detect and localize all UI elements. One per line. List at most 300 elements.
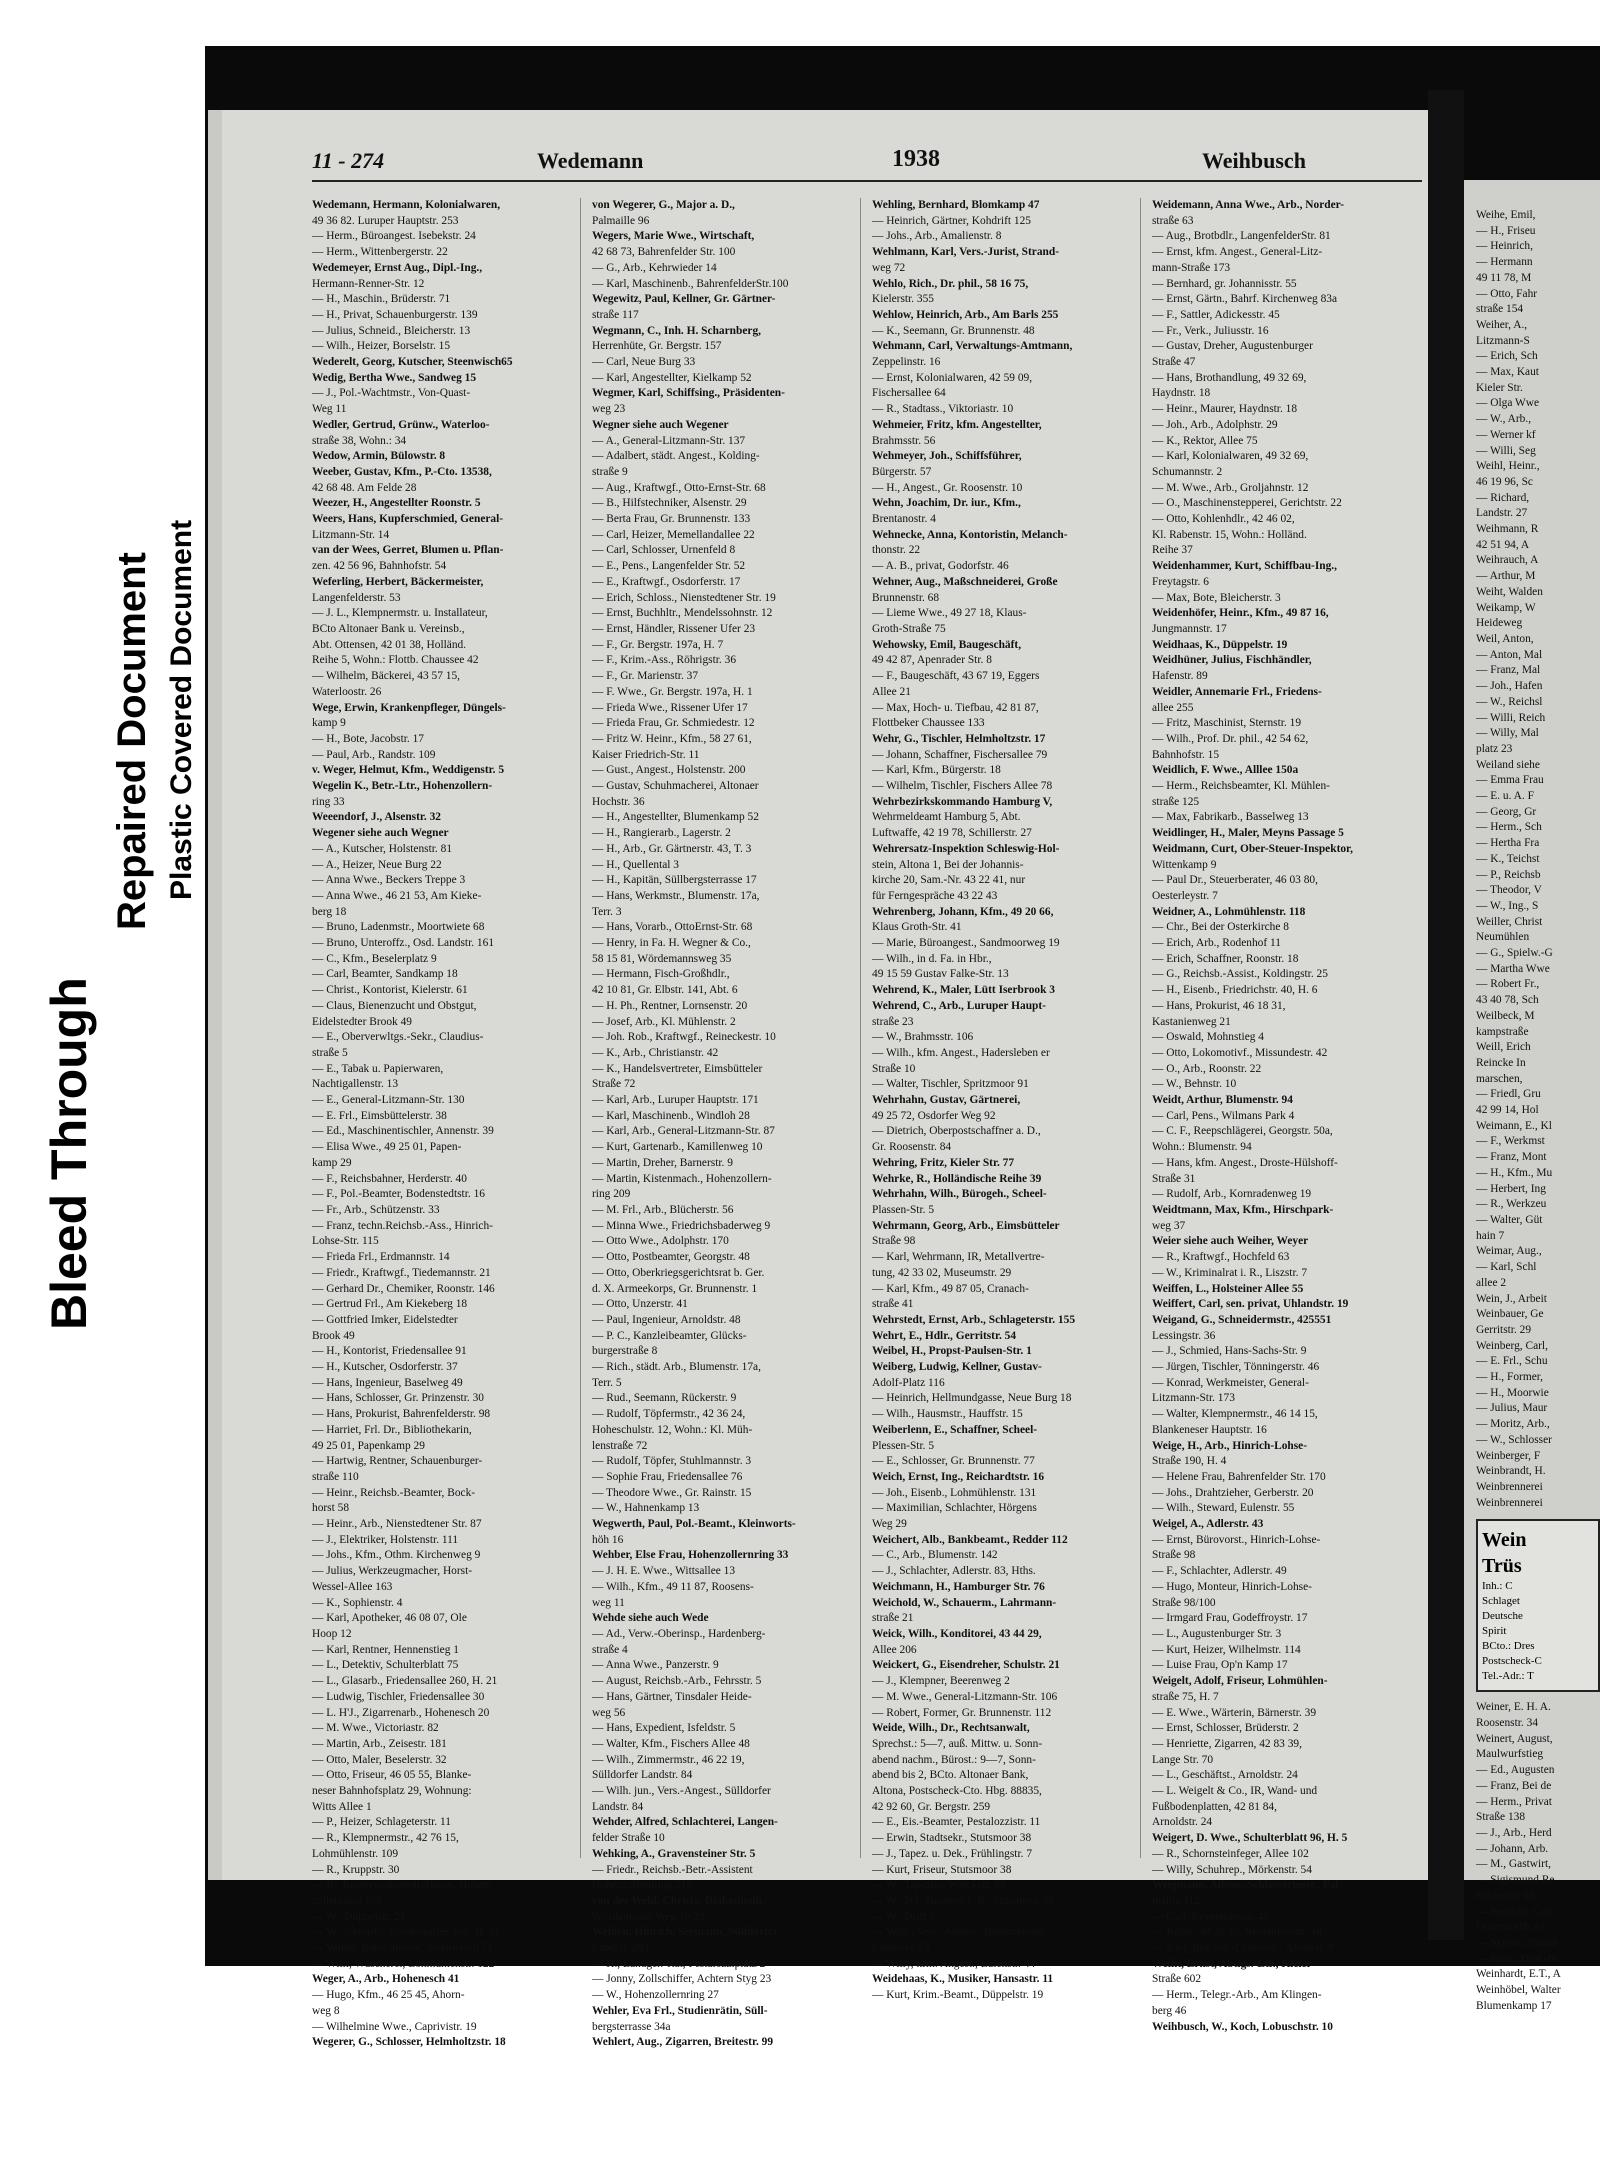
directory-entry-line: Wedig, Bertha Wwe., Sandweg 15 [312,371,477,384]
directory-entry-line: — Ernst, kfm. Angest., General-Litz- [1152,246,1323,259]
directory-entry-line: — L., Glasarb., Friedensallee 260, H. 21 [312,1675,498,1688]
directory-entry-line: — H., Kutscher, Osdorferstr. 37 [312,1361,458,1374]
directory-entry-line: Weickert, G., Eisendreher, Schulstr. 21 [872,1659,1060,1672]
directory-entry-line: kamp 9 [312,717,346,730]
adjacent-entry-line: Weinbauer, Ge [1476,1308,1544,1321]
directory-entry-line: — W., Hahnenkamp 13 [592,1502,700,1515]
directory-entry-line: — Otto, Lokomotivf., Missundestr. 42 [1152,1046,1328,1059]
directory-entry-line: — H., Angest., Gr. Roosenstr. 10 [872,481,1023,494]
adjacent-entry-line: 46 19 96, Sc [1476,475,1533,488]
adjacent-entry-line: Heideweg [1476,617,1523,630]
directory-entry-line: — Carl, Neue Burg 33 [592,356,696,369]
directory-entry-line: Wege, Erwin, Krankenpfleger, Düngels- [312,701,506,714]
directory-entry-line: Wehder, Alfred, Schlachterei, Langen- [592,1816,778,1829]
directory-entry-line: — W., Tapezier, Wieckstr. 39 [872,1879,1006,1892]
directory-entry-line: — Martin, Kistenmach., Hohenzollern- [592,1172,772,1185]
directory-entry-line: — H., Privat, Schauenburgerstr. 139 [312,308,478,321]
directory-entry-line: — Gust., Angest., Holstenstr. 200 [592,764,746,777]
directory-entry-line: — Rudolf, Töpfer, Stuhlmannstr. 3 [592,1455,752,1468]
adjacent-entry-line: Straße 138 [1476,1811,1526,1824]
directory-entry-line: — W., Hohenzollernring 27 [592,1989,719,2002]
adjacent-entry-line: — Herm., Sch [1476,821,1542,834]
directory-entry-line: stein, Altona 1, Bei der Johannis- [872,858,1024,871]
directory-entry-line: Wehrt, E., Hdlr., Gerritstr. 54 [872,1329,1017,1342]
column-2 [592,198,861,2049]
directory-entry-line: — F., Pol.-Beamter, Bodenstedtstr. 16 [312,1188,485,1201]
directory-entry-line: neser Bahnhofsplatz 29, Wohnung: [312,1785,472,1798]
directory-entry-line: — Karl, Apotheker, 46 08 07, Ole [312,1612,467,1625]
directory-entry-line: Wehrstedt, Ernst, Arb., Schlageterstr. 155 [872,1313,1076,1326]
directory-entry-line: Wehlen, Hinrich, Seemann, Sülldorfer [592,1926,779,1939]
directory-entry-line: — Anna Wwe., Beckers Treppe 3 [312,874,466,887]
directory-entry-line: Wehber, Else Frau, Hohenzollernring 33 [592,1549,789,1562]
directory-entry-line: Litzmann-Str. 173 [1152,1392,1235,1405]
directory-entry-line: Oesterleystr. 7 [1152,889,1218,902]
adjacent-entry-line: — Erich, Sch [1476,350,1538,363]
directory-entry-line: — Käthe, 49 26 35, Reventlowstr. 48 [1152,1926,1322,1939]
directory-entry-line: — Rud., Seemann, Rückerstr. 9 [592,1392,737,1405]
directory-entry-line: — Paul, Arb., Randstr. 109 [312,748,436,761]
directory-entry-line: — E., Kraftwgf., Osdorferstr. 17 [592,575,741,588]
directory-entry-line: Wehr, G., Tischler, Helmholtzstr. 17 [872,732,1046,745]
adjacent-entry-line: Fahrenort 68 [1476,1889,1535,1902]
adjacent-entry-line: Weinberger, F [1476,1449,1541,1462]
adjacent-entry-line: — Max, Kaut [1476,366,1539,379]
directory-entry-line: allee 255 [1152,701,1194,714]
directory-entry-line: — Marie, Büroangest., Sandmoorweg 19 [872,937,1060,950]
directory-entry-line: — Herm., Reichsbeamter, Kl. Mühlen- [1152,780,1330,793]
directory-entry-line: — Otto, Maler, Beselerstr. 32 [312,1753,447,1766]
directory-entry-line: Weichmann, H., Hamburger Str. 76 [872,1580,1045,1593]
directory-entry-line: — L., Geschäftst., Arnoldstr. 24 [1152,1769,1298,1782]
directory-entry-line: — Julius, Schneid., Bleicherstr. 13 [312,324,471,337]
directory-entry-line: Straße 98/100 [1152,1596,1216,1609]
directory-entry-line: — Erich, Schaffner, Roonstr. 18 [1152,952,1299,965]
directory-entry-line: — Wilhelm, Bäckerei, 43 57 15, [312,670,461,683]
directory-entry-line: — R., Klempnermstr., 42 76 15, [312,1832,459,1845]
directory-entry-line: Zeppelinstr. 16 [872,356,941,369]
adjacent-entry-line: allee 2 [1476,1276,1507,1289]
directory-entry-line: Wederelt, Georg, Kutscher, Steenwisch65 [312,356,513,369]
directory-entry-line: — Willi, Wäscherei, Lohmühlenstr. 122 [312,1957,495,1970]
directory-entry-line: Palmaille 96 [592,214,650,227]
directory-entry-line: — A., Heizer, Neue Burg 22 [312,858,442,871]
directory-entry-line: — Christ., Kontorist, Kielerstr. 61 [312,984,468,997]
ad-line: Schlaget [1482,1595,1520,1608]
directory-entry-line: bergsterrasse 34a [592,2020,671,2033]
page-number: 11 - 274 [312,148,385,173]
adjacent-entry-line: Weiht, Walden [1476,585,1543,598]
directory-entry-line: Plessen-Str. 5 [872,1439,935,1452]
directory-entry-line: — Paul, Ingenieur, Arnoldstr. 48 [592,1313,741,1326]
directory-entry-line: — Karl, Arb., General-Litzmann-Str. 87 [592,1125,775,1138]
directory-entry-line: Weidlich, F. Wwe., Alllee 150a [1152,764,1299,777]
directory-entry-line: — H., Kapitän, Süllbergsterrasse 17 [592,874,757,887]
adjacent-entry-line: — Georg, Gr [1476,805,1537,818]
header-right-word: Weihbusch [1202,148,1306,173]
directory-entry-line: Freytagstr. 6 [1152,575,1209,588]
adjacent-entry-line: — Willy, Mal [1476,727,1539,740]
adjacent-entry-line: Weiner, E. H. A. [1476,1701,1551,1714]
directory-entry-line: — Heinr., Reichsb.-Beamter, Bock- [312,1486,476,1499]
directory-entry-line: weg 56 [592,1706,626,1719]
directory-entry-line: Weige, H., Arb., Hinrich-Lohse- [1152,1439,1308,1452]
directory-entry-line: — Aug., Brotbdlr., LangenfelderStr. 81 [1152,230,1331,243]
directory-entry-line: Weiberlenn, E., Schaffner, Scheel- [872,1423,1038,1436]
directory-entry-line: straße 23 [872,1015,914,1028]
adjacent-entry-line: — Julius, Maur [1476,1402,1548,1415]
directory-entry-line: Hermann-Renner-Str. 12 [312,277,425,290]
directory-entry-line: — Rich., städt. Arb., Blumenstr. 17a, [592,1361,761,1374]
directory-entry-line: Weibel, H., Propst-Paulsen-Str. 1 [872,1345,1032,1358]
directory-entry-line: — A. B., privat, Godorfstr. 46 [872,560,1009,573]
directory-entry-line: — R., Stadtass., Viktoriastr. 10 [872,403,1014,416]
directory-entry-line: — Hans, Prokurist, Bahrenfelderstr. 98 [312,1408,491,1421]
directory-entry-line: Wehrersatz-Inspektion Schleswig-Hol- [872,842,1060,855]
directory-entry-line: — W., Drift 5 [872,1910,935,1923]
directory-entry-line: — Karl, Kfm., Bürgerstr. 18 [872,764,1001,777]
adjacent-page-lines-tail [1476,1700,1600,2014]
directory-entry-line: Brahmsstr. 56 [872,434,936,447]
directory-entry-line: burgerstraße 8 [592,1345,658,1358]
directory-entry-line: — Paul Dr., Steuerberater, 46 03 80, [1152,874,1318,887]
directory-entry-line: — H. Ph., Rentner, Lornsenstr. 20 [592,999,748,1012]
directory-entry-line: Reihe 37 [1152,544,1193,557]
directory-entry-line: — Wilh., Prof. Dr. phil., 42 54 62, [1152,732,1309,745]
directory-entry-line: zen. 42 56 96, Bahnhofstr. 54 [312,560,447,573]
directory-entry-line: Wehlow, Heinrich, Arb., Am Barls 255 [872,308,1059,321]
adjacent-entry-line: Maulwurfstieg [1476,1748,1544,1761]
directory-entry-line: — Irmgard Frau, Godeffroystr. 17 [1152,1612,1308,1625]
directory-entry-line: Litzmann-Str. 14 [312,528,390,541]
directory-entry-line: Landstr. 84 [592,1800,644,1813]
directory-entry-line: — Konrad, Werkmeister, General- [1152,1376,1309,1389]
directory-entry-line: Jungmannstr. 17 [1152,622,1227,635]
adjacent-entry-line: — W., Reichsl [1476,695,1543,708]
adjacent-entry-line: — H., Moorwie [1476,1386,1549,1399]
directory-entry-line: — W., Behnstr. 10 [1152,1078,1237,1091]
directory-entry-line: — Frieda Wwe., Rissener Ufer 17 [592,701,748,714]
adjacent-entry-line: — Wilh., Dipl.-In [1476,1952,1558,1965]
directory-entry-line: — Jürgen, Tischler, Tönningerstr. 46 [1152,1361,1320,1374]
directory-entry-line: — K., Handelsvertreter, Eimsbütteler [592,1062,763,1075]
directory-entry-line: Weidler, Annemarie Frl., Friedens- [1152,685,1322,698]
directory-entry-line: Weiberg, Ludwig, Kellner, Gustav- [872,1361,1042,1374]
directory-entry-line: Wohn.: Blumenstr. 94 [1152,1141,1252,1154]
adjacent-entry-line: — Heinrich, [1476,240,1533,253]
directory-entry-line: — Willy, kfm. Angest., Eulenstr. 44 [872,1957,1036,1970]
directory-entry-line: Weidhüner, Julius, Fischhändler, [1152,654,1312,667]
directory-entry-line: — Ernst, Buchhltr., Mendelssohnstr. 12 [592,607,773,620]
directory-entry-line: — Karl, Angestellter, Kielkamp 52 [592,371,752,384]
adjacent-entry-line: Blumenkamp 17 [1476,1999,1552,2012]
directory-entry-line: — Paul, Reichsb.-Oberinsp., Alsenstr. 9 [1152,1942,1334,1955]
directory-entry-line: — Karl, Maschinenb., Windloh 28 [592,1109,750,1122]
directory-entry-line: — Gustav, Schuhmacherei, Altonaer [592,780,759,793]
adjacent-entry-line: — Sigismund Re [1476,1874,1555,1887]
directory-entry-line: Wehking, A., Gravensteiner Str. 5 [592,1847,756,1860]
directory-entry-line: Waterloostr. 26 [312,685,382,698]
directory-entry-line: — H., Rangierarb., Lagerstr. 2 [592,827,731,840]
directory-entry-line: 49 25 01, Papenkamp 29 [312,1439,425,1452]
directory-entry-line: — M. Wwe., Arb., Groljahnstr. 12 [1152,481,1309,494]
directory-entry-line: — Karl, Kfm., 49 87 05, Cranach- [872,1282,1029,1295]
directory-entry-line: thonstr. 22 [872,544,921,557]
directory-entry-line: Wittenkamp 9 [1152,858,1217,871]
adjacent-entry-line: — Werner kf [1476,428,1536,441]
adjacent-entry-line: — P., Reichsb [1476,868,1541,881]
directory-entry-line: Wegers, Marie Wwe., Wirtschaft, [592,230,755,243]
directory-entry-line: Kl. Rabenstr. 15, Wohn.: Holländ. [1152,528,1307,541]
directory-entry-line: — M. Wwe., General-Litzmann-Str. 106 [872,1690,1058,1703]
directory-entry-line: — Hans, Brothandlung, 49 32 69, [1152,371,1307,384]
directory-entry-line: Weigel, A., Adlerstr. 43 [1152,1518,1264,1531]
directory-entry-line: Flottbeker Chaussee 133 [872,717,985,730]
adjacent-entry-line: Landstr. 27 [1476,507,1528,520]
adjacent-entry-line: — W., Ing., S [1476,899,1539,912]
directory-entry-line: — F., Sattler, Adickesstr. 45 [1152,308,1280,321]
directory-entry-line: Allee 21 [872,685,911,698]
adjacent-entry-line: — Stephan, Carl [1476,1905,1553,1918]
directory-entry-line: — Walter, Tischler, Spritzmoor 91 [872,1078,1029,1091]
adjacent-entry-line: Wein, J., Arbeit [1476,1292,1547,1305]
directory-entry-line: — Ernst, Händler, Rissener Ufer 23 [592,622,756,635]
directory-entry-line: — Bernhard, gr. Johannisstr. 55 [1152,277,1297,290]
directory-entry-line: — Heinrich, Hellmundgasse, Neue Burg 18 [872,1392,1072,1405]
adjacent-entry-line: Ohlendorffs Al [1476,1921,1545,1934]
directory-entry-line: — Henriette, Zigarren, 42 83 39, [1152,1737,1302,1750]
directory-entry-line: — Franz, techn.Reichsb.-Ass., Hinrich- [312,1219,493,1232]
directory-entry-line: Hoop 12 [312,1627,352,1640]
directory-entry-line: kirche 20, Sam.-Nr. 43 22 41, nur [872,874,1026,887]
directory-entry-line: Wehling, Bernhard, Blomkamp 47 [872,199,1040,211]
directory-entry-line: BCto Altonaer Bank u. Vereinsb., [312,622,465,635]
adjacent-entry-line: 42 99 14, Hol [1476,1104,1539,1117]
directory-entry-line: berg 18 [312,905,347,918]
directory-entry-line: straße 21 [872,1612,914,1625]
directory-entry-line: Wehmeier, Fritz, kfm. Angestellter, [872,418,1042,431]
directory-entry-line: — Walter, Kfm., Fischers Allee 48 [592,1737,750,1750]
directory-entry-line: Weiht, Ernst, Abtlgs.-Ltr., Kieler [1152,1957,1312,1970]
directory-entry-line: — Max, Fabrikarb., Basselweg 13 [1152,811,1309,824]
directory-entry-line: — Herm., Telegr.-Arb., Am Klingen- [1152,1989,1322,2002]
annotation-labels [40,395,220,1355]
directory-entry-line: Wegewitz, Paul, Kellner, Gr. Gärtner- [592,293,776,306]
directory-entry-line: straße 125 [1152,795,1200,808]
directory-entry-line: — E. Frl., Eimsbüttelerstr. 38 [312,1109,447,1122]
directory-entry-line: berg 46 [1152,2004,1187,2017]
directory-entry-line: — B., Hilfstechniker, Alsenstr. 29 [592,497,747,510]
directory-entry-line: — P. C., Kanzleibeamter, Glücks- [592,1329,747,1342]
directory-entry-line: Wehlo, Rich., Dr. phil., 58 16 75, [872,277,1029,290]
directory-entry-line: straße 117 [592,308,639,321]
directory-entry-line: Haydnstr. 18 [1152,387,1211,400]
directory-entry-line: Kielerstr. 355 [872,293,935,306]
directory-entry-line: — E., Tabak u. Papierwaren, [312,1062,444,1075]
directory-entry-line: — A., General-Litzmann-Str. 137 [592,434,746,447]
directory-entry-line: — August, Reichsb.-Arb., Fehrsstr. 5 [592,1675,762,1688]
adjacent-entry-line: — W., Schlosser [1476,1433,1552,1446]
directory-entry-line: straße 4 [592,1643,628,1656]
directory-entry-line: — Carl, Pens., Wilmans Park 4 [1152,1109,1295,1122]
adjacent-entry-line: — Herm., Privat [1476,1795,1552,1808]
header-left-word: Wedemann [537,148,644,173]
directory-entry-line: — Karl, Maschinenb., BahrenfelderStr.100 [592,277,789,290]
directory-entry-line: — Willy, Schuhrep., Mörkenstr. 54 [1152,1863,1312,1876]
directory-entry-line: — Carl, Reventlowstr. 48 [1152,1910,1269,1923]
directory-entry-line: — Ad., Verw.-Oberinsp., Hardenberg- [592,1627,766,1640]
directory-entry-line: Wehrmeldeamt Hamburg 5, Abt. [872,811,1021,824]
directory-entry-line: — Ed., Maschinentischler, Annenstr. 39 [312,1125,494,1138]
directory-entry-line: Weigert, D. Wwe., Schulterblatt 96, H. 5 [1152,1832,1348,1845]
directory-columns [312,198,1422,2049]
directory-entry-line: — Heinr., Arb., Nienstedtener Str. 87 [312,1518,482,1531]
directory-entry-line: — Ernst, Kolonialwaren, 42 59 09, [872,371,1033,384]
directory-entry-line: — Walter, Bauschlosser, Steenwisch 71 [312,1942,493,1955]
directory-entry-line: — H., Landger.-Rat, Pestalozziplatz 2 [592,1957,766,1970]
directory-entry-line: Plassen-Str. 5 [872,1204,935,1216]
directory-entry-line: — Friedr., Kraftwgf., Tiedemannstr. 21 [312,1266,491,1279]
directory-entry-line: — Frieda Frau, Gr. Schmiedestr. 12 [592,717,755,730]
directory-entry-line: Wegmann, C., Inh. H. Scharnberg, [592,324,761,337]
directory-entry-line: — Wilh., Heizer, Borselstr. 15 [312,340,451,353]
directory-entry-line: — Aug., Kraftwgf., Otto-Ernst-Str. 68 [592,481,766,494]
directory-entry-line: Wegwerth, Paul, Pol.-Beamt., Kleinworts- [592,1518,796,1531]
directory-entry-line: — R., Schornsteinfeger, Allee 102 [1152,1847,1309,1860]
directory-entry-line: Landstr. 283 [592,1942,649,1955]
directory-entry-line: Langenfelderstr. 53 [312,591,401,604]
adjacent-entry-line: — R., Werkzeu [1476,1198,1547,1211]
directory-entry-line: — K., Sophienstr. 4 [312,1596,403,1609]
directory-entry-line: — Fritz, Maschinist, Sternstr. 19 [1152,717,1302,730]
directory-entry-line: — Wilhelmine Wwe., Caprivistr. 19 [312,2020,477,2033]
adjacent-entry-line: — Symon, Präsid [1476,1936,1557,1949]
directory-entry-line: — Robert, Former, Gr. Brunnenstr. 112 [872,1706,1052,1719]
directory-entry-line: Luftwaffe, 42 19 78, Schillerstr. 27 [872,827,1032,840]
directory-entry-line: — Herm., Büroangest. Isebekstr. 24 [312,230,476,243]
directory-entry-line: Wegner siehe auch Wegener [592,418,729,431]
directory-entry-line: — Ernst, Bürovorst., Hinrich-Lohse- [1152,1533,1321,1546]
directory-entry-line: — J., Klempner, Beerenweg 2 [872,1675,1010,1688]
directory-entry-line: — Henry, in Fa. H. Wegner & Co., [592,937,751,950]
directory-entry-line: — Martin, Arb., Zeisestr. 181 [312,1737,447,1750]
directory-entry-line: Fußbodenplatten, 42 81 84, [1152,1800,1277,1813]
directory-entry-line: — Hans, Schlosser, Gr. Prinzenstr. 30 [312,1392,484,1405]
directory-entry-line: abend bis 2, BCto. Altonaer Bank, [872,1769,1029,1782]
directory-entry-line: Weidhaas, K., Düppelstr. 19 [1152,638,1288,651]
directory-entry-line: Wedow, Armin, Bülowstr. 8 [312,450,446,463]
directory-entry-line: — Chr., Bei der Osterkirche 8 [1152,921,1289,934]
directory-entry-line: Schumannstr. 2 [1152,465,1223,478]
directory-entry-line: Wehmeyer, Joh., Schiffsführer, [872,450,1022,463]
adjacent-entry-line: — Arthur, M [1476,570,1536,583]
directory-entry-line: — F., Gr. Marienstr. 37 [592,670,699,683]
directory-entry-line: — Berta Frau, Gr. Brunnenstr. 133 [592,513,751,526]
directory-entry-line: Witts Allee 1 [312,1800,372,1813]
directory-entry-line: Hohenzollernring 216 [592,1879,693,1892]
directory-entry-line: — L., Augustenburger Str. 3 [1152,1627,1282,1640]
directory-entry-line: — Hans, kfm. Angest., Droste-Hülshoff- [1152,1156,1338,1169]
adjacent-entry-line: — H., Friseu [1476,224,1536,237]
directory-entry-line: Wegelin K., Betr.-Ltr., Hohenzollern- [312,780,493,793]
directory-entry-line: 49 36 82. Luruper Hauptstr. 253 [312,214,459,227]
directory-entry-line: — Carl, Schlosser, Urnenfeld 8 [592,544,736,557]
directory-entry-line: Straße 47 [1152,356,1196,369]
adjacent-entry-line: Weikamp, W [1476,601,1536,614]
directory-entry-line: Weers, Hans, Kupferschmied, General- [312,513,504,526]
adjacent-entry-line: — Willi, Reich [1476,711,1546,724]
directory-entry-line: Wehowsky, Emil, Baugeschäft, [872,638,1022,651]
directory-entry-line: — Fr., Verk., Juliusstr. 16 [1152,324,1269,337]
directory-entry-line: — Wilh., in d. Fa. in Hbr., [872,952,992,965]
directory-entry-line: — C. F., Reepschlägerei, Georgstr. 50a, [1152,1125,1333,1138]
directory-entry-line: — Dietrich, Oberpostschaffner a. D., [872,1125,1041,1138]
directory-entry-line: Brentanostr. 4 [872,513,936,526]
adjacent-entry-line: — H., Former, [1476,1371,1543,1384]
directory-entry-line: — E., Eis.-Beamter, Pestalozzistr. 11 [872,1816,1041,1829]
directory-entry-line: — R., Reservelokomotivführer, Hohen- [312,1879,494,1892]
directory-entry-line: — J., Schlachter, Adlerstr. 83, Hths. [872,1565,1036,1578]
directory-entry-line: — Johs., Arb., Amalienstr. 8 [872,230,1002,243]
ad-line: Inh.: C [1482,1580,1513,1593]
directory-entry-line: ring 33 [312,795,345,808]
adjacent-entry-line: — G., Spielw.-G [1476,947,1553,960]
directory-entry-line: — G., Reichsb.-Assist., Koldingstr. 25 [1152,968,1328,981]
ad-line: BCto.: Dres [1482,1640,1535,1653]
adjacent-entry-line: — Ed., Augusten [1476,1764,1555,1777]
directory-entry-line: Wegmer, Karl, Schiffsing., Präsidenten- [592,387,785,400]
adjacent-entry-line: — Joh., Hafen [1476,680,1543,693]
directory-entry-line: weg 11 [592,1596,625,1609]
adjacent-entry-line: — K., Teichst [1476,852,1540,865]
adjacent-entry-line: Weinbrennerei [1476,1480,1543,1493]
directory-entry-line: Straße 31 [1152,1172,1196,1185]
directory-entry-line: — Fritz W. Heinr., Kfm., 58 27 61, [592,732,752,745]
adjacent-entry-line: — Franz, Bei de [1476,1779,1552,1792]
adjacent-entry-line: Weimar, Aug., [1476,1245,1542,1258]
directory-entry-line: — Heinr., Maurer, Haydnstr. 18 [1152,403,1298,416]
directory-entry-line: — Karl, Wehrmann, IR, Metallvertre- [872,1251,1045,1264]
directory-entry-line: — Hartwig, Rentner, Schauenburger- [312,1455,483,1468]
directory-entry-line: Wördemanns Weg 19/29 [592,1910,705,1923]
directory-entry-line: straße 5 [312,1046,348,1059]
directory-entry-line: — Carl, Beamter, Sandkamp 18 [312,968,458,981]
directory-entry-line: Nachtigallenstr. 13 [312,1078,399,1091]
ad-title-1: Wein [1482,1529,1527,1552]
directory-entry-line: Kastanienweg 21 [1152,1015,1231,1028]
column-1 [312,198,581,2049]
directory-entry-line: Weide, Wilh., Dr., Rechtsanwalt, [872,1722,1030,1735]
directory-entry-line: Weeendorf, J., Alsenstr. 32 [312,811,441,824]
directory-entry-line: 42 92 60, Gr. Bergstr. 259 [872,1800,991,1813]
directory-entry-line: — Ludwig, Tischler, Friedensallee 30 [312,1690,485,1703]
directory-entry-line: 42 10 81, Gr. Elbstr. 141, Abt. 6 [592,984,738,997]
directory-entry-line: Weg 29 [872,1518,907,1531]
directory-entry-line: Weidenhöfer, Heinr., Kfm., 49 87 16, [1152,607,1329,620]
directory-entry-line: — W., Kriminalrat i. R., Liszstr. 7 [1152,1266,1308,1279]
weinbrennerei-ad [1476,1519,1600,1692]
directory-entry-line: Bahnhofstr. 15 [1152,748,1220,761]
directory-entry-line: Wehler, Eva Frl., Studienrätin, Süll- [592,2004,768,2017]
adjacent-entry-line: Neumühlen [1476,931,1530,944]
adjacent-entry-line: Kieler Str. [1476,381,1523,394]
directory-entry-line: — Theodore Wwe., Gr. Rainstr. 15 [592,1486,752,1499]
directory-entry-line: — F., Reichsbahner, Herderstr. 40 [312,1172,467,1185]
directory-entry-line: — Frieda Frl., Erdmannstr. 14 [312,1251,450,1264]
directory-entry-line: straße 63 [1152,214,1194,227]
directory-entry-line: Bürgerstr. 57 [872,465,932,478]
directory-entry-line: weg 37 [1152,1219,1186,1232]
